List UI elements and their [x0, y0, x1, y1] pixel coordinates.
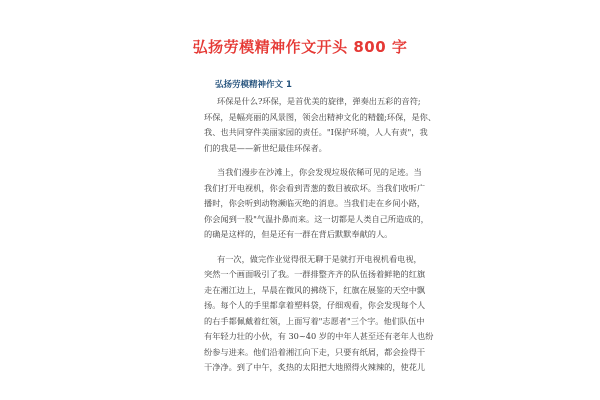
text-line: 环保是什么?环保，是首优美的旋律，弹奏出五彩的音符; — [217, 96, 421, 106]
text-line: 播时，你会听到动物濒临灭绝的消息。当我们走在乡间小路， — [204, 198, 426, 208]
section-heading: 弘扬劳模精神作文 1 — [215, 80, 292, 90]
text-line: 你会闻到一股"气温扑鼻而来。这一切都是人类自己所造成的， — [204, 213, 429, 224]
paragraph-1 — [204, 94, 437, 156]
paragraph-3 — [204, 252, 434, 376]
text-line: 当我们漫步在沙滩上，你会发现垃圾依稀可见的足迹。当 — [217, 167, 422, 177]
text-line: 的右手都佩戴着红领，上面写着"志愿者"三个字。他们队伍中 — [204, 315, 425, 326]
text-line: 走在湘江边上，旱晨在微风的拂绕下，红旗在展鉴的天空中飘 — [204, 284, 426, 295]
text-line: 扬。每个人的手里都拿着塑料袋，仔细观看，你会发现每个人 — [204, 300, 426, 310]
document-title: 弘扬劳模精神作文开头 800 字 — [192, 38, 408, 56]
text-line: 纷参与进来。他们沿着湘江向下走，只要有纸屑，都会捡得干 — [204, 346, 426, 357]
text-line: 有一次，做完作业觉得很无聊于是就打开电视机看电视， — [217, 253, 422, 264]
paragraph-2 — [204, 165, 429, 243]
text-line: 们的我是——新世纪最佳环保者。 — [204, 142, 327, 153]
text-line: 有年轻力壮的小伙，有 30~40 岁的中年人甚至还有老年人也纷 — [204, 331, 434, 341]
text-line: 的确是这样的，但是还有一群在背后默默奉献的人。 — [204, 229, 393, 239]
text-line: 我、也共同穿件美丽家园的责任。"I保护环境，人人有责"，我 — [204, 127, 428, 137]
text-line: 我们打开电视机，你会看到青葱的数目被砍坏。当我们收听广 — [204, 182, 426, 193]
text-line: 突然一个画面吸引了我。一群排整齐齐的队伍扬着鲜艳的红旗 — [204, 269, 426, 279]
article-body — [204, 94, 437, 385]
text-line: 干净净。到了中午，炙热的太阳把大地照得火辣辣的，使花儿 — [204, 362, 426, 372]
text-line: 环保，是幅亮丽的风景图，领会出精神文化的精髓;环保，是你、 — [204, 111, 437, 122]
